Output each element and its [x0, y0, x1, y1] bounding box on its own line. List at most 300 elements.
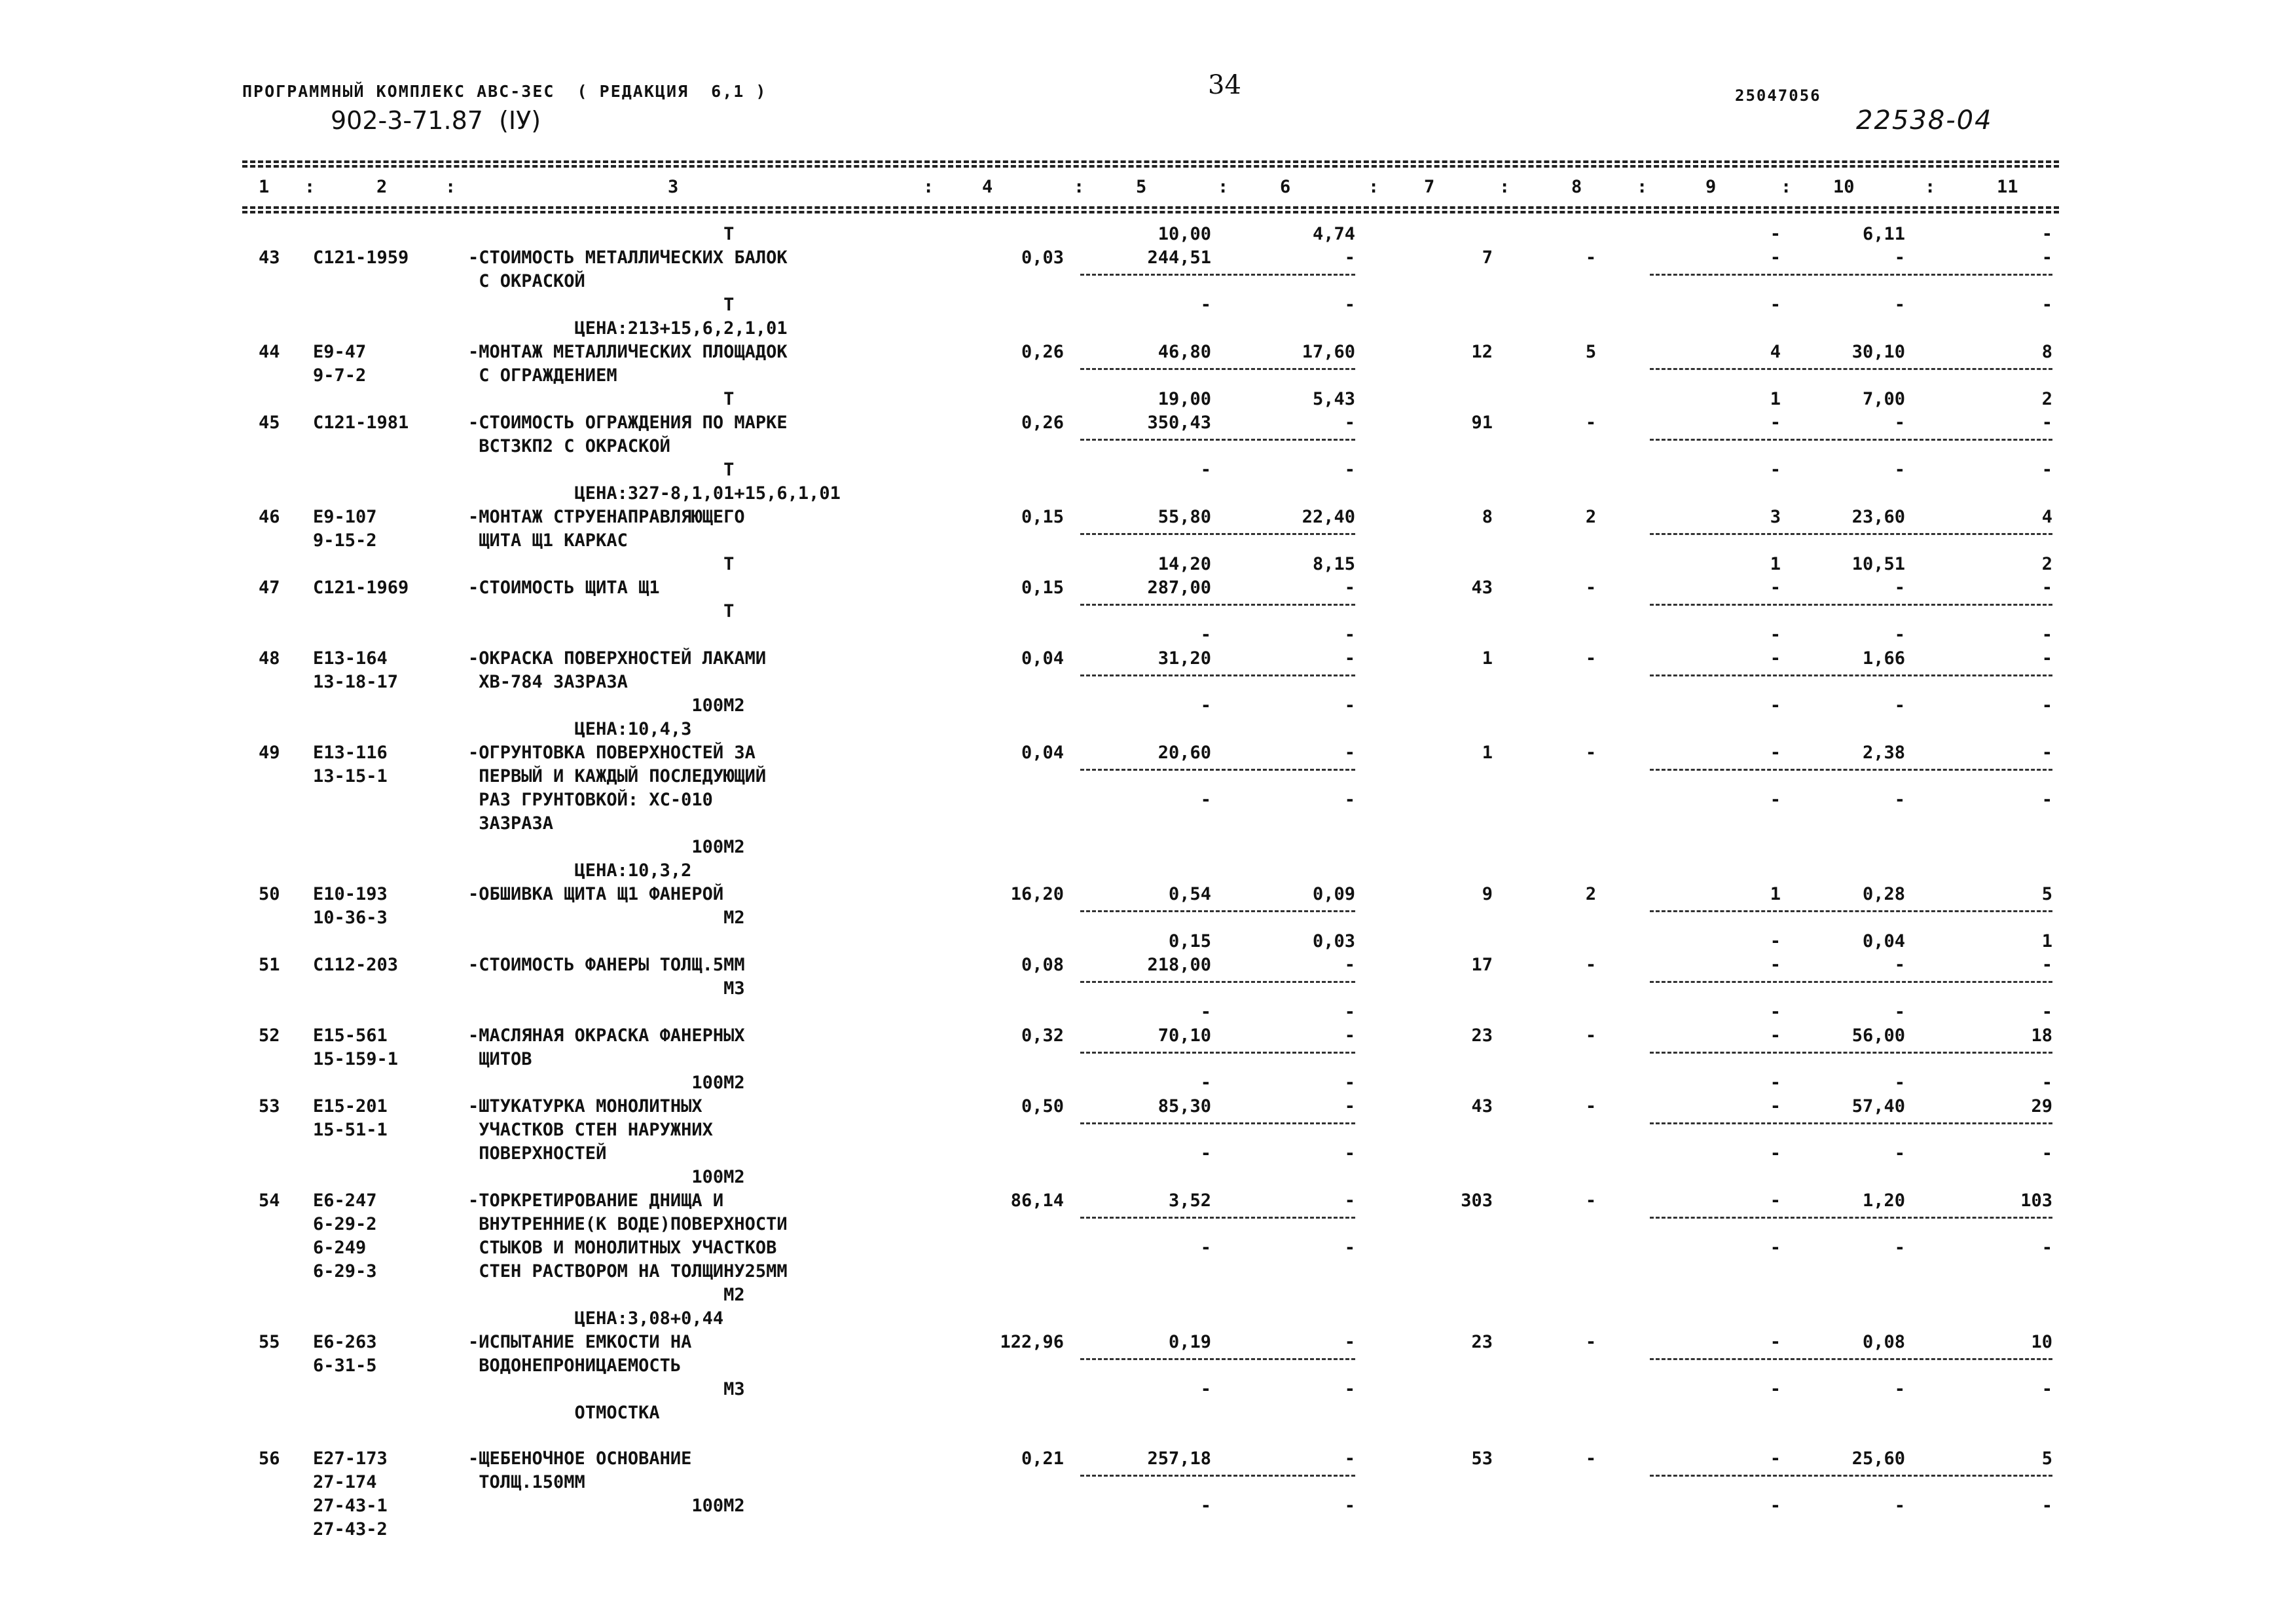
column-number-10: 10 — [1833, 177, 1855, 197]
cell-col-5: - — [1200, 695, 1211, 716]
cell-col-9: - — [1770, 1449, 1781, 1469]
cell-col-2: Е9-107 — [313, 507, 377, 527]
cell-col-3: М2 — [468, 908, 745, 928]
cell-col-5: 257,18 — [1147, 1449, 1211, 1469]
cell-col-3: -ИСПЫТАНИЕ ЕМКОСТИ НА — [468, 1332, 692, 1352]
cell-col-6: 0,03 — [1312, 931, 1355, 951]
cell-col-10: 30,10 — [1851, 342, 1905, 362]
cell-col-5: 70,10 — [1157, 1025, 1211, 1046]
row-divider — [1650, 1217, 2052, 1219]
cell-col-2: 27-174 — [313, 1472, 377, 1492]
cell-col-5: - — [1200, 625, 1211, 645]
cell-col-5: - — [1200, 1496, 1211, 1516]
cell-col-6: - — [1344, 1002, 1355, 1022]
cell-col-9: - — [1770, 1002, 1781, 1022]
cell-col-1: 52 — [259, 1025, 280, 1046]
cell-col-3: 100М2 — [468, 837, 745, 857]
cell-col-5: - — [1200, 1238, 1211, 1258]
column-number-4: 4 — [982, 177, 993, 197]
cell-col-2: 27-43-1 — [313, 1496, 388, 1516]
row-divider — [1080, 368, 1355, 370]
cell-col-6: - — [1344, 743, 1355, 763]
cell-col-5: 10,00 — [1157, 224, 1211, 244]
cell-col-10: - — [1894, 460, 1905, 480]
cell-col-5: 31,20 — [1157, 648, 1211, 669]
cell-col-5: - — [1200, 460, 1211, 480]
row-divider — [1080, 1358, 1355, 1360]
cell-col-11: - — [2041, 625, 2052, 645]
cell-col-7: 53 — [1471, 1449, 1493, 1469]
cell-col-3: РАЗ ГРУНТОВКОЙ: ХС-010 — [468, 790, 713, 810]
cell-col-9: 3 — [1770, 507, 1781, 527]
row-divider — [1650, 1475, 2052, 1477]
cell-col-2: Е6-247 — [313, 1190, 377, 1211]
cell-col-9: - — [1770, 1096, 1781, 1116]
cell-col-3: ПЕРВЫЙ И КАЖДЫЙ ПОСЛЕДУЮЩИЙ — [468, 766, 767, 786]
cell-col-3: ЩИТА Щ1 КАРКАС — [468, 530, 628, 551]
cell-col-3: -СТОИМОСТЬ ЩИТА Щ1 — [468, 578, 660, 598]
cell-col-3: -СТОИМОСТЬ ОГРАЖДЕНИЯ ПО МАРКЕ — [468, 413, 788, 433]
cell-col-6: - — [1344, 790, 1355, 810]
cell-col-3: Т — [468, 295, 735, 315]
cell-col-9: - — [1770, 1143, 1781, 1164]
cell-col-2: 15-159-1 — [313, 1049, 399, 1069]
cell-col-9: - — [1770, 1238, 1781, 1258]
cell-col-10: 6,11 — [1862, 224, 1905, 244]
cell-col-5: 350,43 — [1147, 413, 1211, 433]
row-divider — [1650, 274, 2052, 276]
cell-col-10: - — [1894, 1379, 1905, 1399]
cell-col-4: 86,14 — [1010, 1190, 1064, 1211]
cell-col-11: - — [2041, 1496, 2052, 1516]
cell-col-6: 4,74 — [1312, 224, 1355, 244]
cell-col-2: 6-29-2 — [313, 1214, 377, 1234]
cell-col-3: ВСТ3КП2 С ОКРАСКОЙ — [468, 436, 670, 456]
cell-col-3: СТЫКОВ И МОНОЛИТНЫХ УЧАСТКОВ — [468, 1238, 777, 1258]
cell-col-1: 54 — [259, 1190, 280, 1211]
cell-col-1: 48 — [259, 648, 280, 669]
cell-col-7: 17 — [1471, 955, 1493, 975]
cell-col-10: - — [1894, 625, 1905, 645]
column-number-8: 8 — [1571, 177, 1582, 197]
cell-col-3: ЦЕНА:3,08+0,44 — [468, 1308, 724, 1329]
row-divider — [1080, 604, 1355, 606]
cell-col-9: - — [1770, 648, 1781, 669]
row-divider — [1650, 981, 2052, 983]
cell-col-7: 23 — [1471, 1332, 1493, 1352]
row-divider — [1650, 769, 2052, 771]
cell-col-2: С121-1981 — [313, 413, 409, 433]
cell-col-9: - — [1770, 1073, 1781, 1093]
cell-col-9: - — [1770, 413, 1781, 433]
cell-col-6: 22,40 — [1302, 507, 1355, 527]
cell-col-9: - — [1770, 743, 1781, 763]
cell-col-8: - — [1585, 1190, 1597, 1211]
cell-col-5: 218,00 — [1147, 955, 1211, 975]
cell-col-4: 0,26 — [1021, 413, 1064, 433]
cell-col-11: - — [2041, 224, 2052, 244]
cell-col-3: УЧАСТКОВ СТЕН НАРУЖНИХ — [468, 1120, 713, 1140]
cell-col-5: - — [1200, 1002, 1211, 1022]
cell-col-6: 5,43 — [1312, 389, 1355, 409]
cell-col-3: -ТОРКРЕТИРОВАНИЕ ДНИЩА И — [468, 1190, 724, 1211]
cell-col-3: -СТОИМОСТЬ МЕТАЛЛИЧЕСКИХ БАЛОК — [468, 248, 788, 268]
column-separator: : — [1368, 177, 1379, 197]
cell-col-4: 0,21 — [1021, 1449, 1064, 1469]
cell-col-10: 57,40 — [1851, 1096, 1905, 1116]
row-divider — [1080, 1475, 1355, 1477]
cell-col-4: 0,32 — [1021, 1025, 1064, 1046]
cell-col-10: 7,00 — [1862, 389, 1905, 409]
cell-col-5: 244,51 — [1147, 248, 1211, 268]
cell-col-10: - — [1894, 413, 1905, 433]
cell-col-2: Е15-201 — [313, 1096, 388, 1116]
cell-col-4: 0,04 — [1021, 648, 1064, 669]
cell-col-6: - — [1344, 1073, 1355, 1093]
cell-col-5: - — [1200, 1143, 1211, 1164]
cell-col-3: ЗАЗРАЗА — [468, 813, 554, 834]
column-separator: : — [1074, 177, 1085, 197]
cell-col-10: - — [1894, 790, 1905, 810]
cell-col-4: 122,96 — [1000, 1332, 1064, 1352]
cell-col-3: С ОКРАСКОЙ — [468, 271, 585, 291]
cell-col-7: 9 — [1482, 884, 1493, 904]
page-number: 34 — [1208, 70, 1241, 100]
cell-col-1: 51 — [259, 955, 280, 975]
cell-col-1: 50 — [259, 884, 280, 904]
column-separator: : — [1637, 177, 1648, 197]
cell-col-6: - — [1344, 1238, 1355, 1258]
cell-col-5: 0,19 — [1168, 1332, 1211, 1352]
cell-col-3: 100М2 — [468, 695, 745, 716]
program-header: ПРОГРАММНЫЙ КОМПЛЕКС АВС-ЗЕС ( РЕДАКЦИЯ 6,1 ) — [242, 82, 767, 101]
cell-col-10: - — [1894, 1073, 1905, 1093]
cell-col-1: 45 — [259, 413, 280, 433]
cell-col-3: ПОВЕРХНОСТЕЙ — [468, 1143, 607, 1164]
cell-col-9: 4 — [1770, 342, 1781, 362]
cell-col-10: - — [1894, 295, 1905, 315]
column-separator: : — [445, 177, 456, 197]
cell-col-11: 8 — [2041, 342, 2052, 362]
cell-col-7: 1 — [1482, 648, 1493, 669]
cell-col-8: - — [1585, 1025, 1597, 1046]
cell-col-10: - — [1894, 955, 1905, 975]
row-divider — [1650, 439, 2052, 441]
cell-col-4: 0,08 — [1021, 955, 1064, 975]
cell-col-10: 25,60 — [1851, 1449, 1905, 1469]
row-divider — [1650, 910, 2052, 912]
cell-col-4: 0,50 — [1021, 1096, 1064, 1116]
cell-col-10: 0,28 — [1862, 884, 1905, 904]
cell-col-3: -СТОИМОСТЬ ФАНЕРЫ ТОЛЩ.5ММ — [468, 955, 745, 975]
cell-col-4: 0,26 — [1021, 342, 1064, 362]
cell-col-10: 2,38 — [1862, 743, 1905, 763]
row-divider — [1080, 1122, 1355, 1124]
row-divider — [1650, 1052, 2052, 1054]
cell-col-3: ЦЕНА:10,3,2 — [468, 860, 692, 881]
cell-col-8: - — [1585, 413, 1597, 433]
cell-col-6: - — [1344, 695, 1355, 716]
cell-col-10: 1,66 — [1862, 648, 1905, 669]
cell-col-11: - — [2041, 295, 2052, 315]
cell-col-2: 6-249 — [313, 1238, 367, 1258]
cell-col-4: 16,20 — [1010, 884, 1064, 904]
cell-col-3: Т — [468, 601, 735, 621]
cell-col-4: 0,15 — [1021, 507, 1064, 527]
cell-col-3: ВОДОНЕПРОНИЦАЕМОСТЬ — [468, 1356, 682, 1376]
cell-col-2: Е13-116 — [313, 743, 388, 763]
row-divider — [1080, 274, 1355, 276]
cell-col-11: - — [2041, 413, 2052, 433]
column-number-9: 9 — [1705, 177, 1717, 197]
cell-col-9: - — [1770, 295, 1781, 315]
cell-col-10: - — [1894, 695, 1905, 716]
cell-col-11: 10 — [2031, 1332, 2052, 1352]
cell-col-3: -МОНТАЖ МЕТАЛЛИЧЕСКИХ ПЛОЩАДОК — [468, 342, 788, 362]
cell-col-7: 12 — [1471, 342, 1493, 362]
cell-col-2: Е6-263 — [313, 1332, 377, 1352]
cell-col-2: 9-7-2 — [313, 365, 367, 386]
cell-col-8: - — [1585, 248, 1597, 268]
row-divider — [1650, 368, 2052, 370]
cell-col-3: -ОКРАСКА ПОВЕРХНОСТЕЙ ЛАКАМИ — [468, 648, 767, 669]
cell-col-9: - — [1770, 790, 1781, 810]
cell-col-9: - — [1770, 625, 1781, 645]
cell-col-9: - — [1770, 1025, 1781, 1046]
cell-col-3: Т — [468, 554, 735, 574]
cell-col-2: 9-15-2 — [313, 530, 377, 551]
cell-col-5: - — [1200, 790, 1211, 810]
cell-col-8: - — [1585, 1449, 1597, 1469]
cell-col-3: 100М2 — [468, 1496, 745, 1516]
cell-col-6: - — [1344, 1096, 1355, 1116]
cell-col-3: -ОБШИВКА ЩИТА Щ1 ФАНЕРОЙ — [468, 884, 724, 904]
header-bottom-border-2 — [242, 211, 2059, 213]
cell-col-8: 2 — [1585, 507, 1597, 527]
cell-col-3: СТЕН РАСТВОРОМ НА ТОЛЩИНУ25ММ — [468, 1261, 788, 1282]
cell-col-9: - — [1770, 248, 1781, 268]
cell-col-3: ЦЕНА:213+15,6,2,1,01 — [468, 318, 788, 339]
row-divider — [1080, 439, 1355, 441]
column-number-7: 7 — [1424, 177, 1435, 197]
column-separator: : — [304, 177, 316, 197]
cell-col-10: 10,51 — [1851, 554, 1905, 574]
cell-col-7: 8 — [1482, 507, 1493, 527]
cell-col-4: 0,15 — [1021, 578, 1064, 598]
cell-col-10: 0,08 — [1862, 1332, 1905, 1352]
cell-col-9: - — [1770, 931, 1781, 951]
cell-col-11: 5 — [2041, 1449, 2052, 1469]
cell-col-2: Е9-47 — [313, 342, 367, 362]
cell-col-6: - — [1344, 295, 1355, 315]
cell-col-3: -МАСЛЯНАЯ ОКРАСКА ФАНЕРНЫХ — [468, 1025, 745, 1046]
cell-col-5: 20,60 — [1157, 743, 1211, 763]
cell-col-2: 13-18-17 — [313, 672, 399, 692]
cell-col-11: 2 — [2041, 554, 2052, 574]
cell-col-11: - — [2041, 460, 2052, 480]
cell-col-2: С121-1969 — [313, 578, 409, 598]
row-divider — [1080, 910, 1355, 912]
cell-col-11: 18 — [2031, 1025, 2052, 1046]
cell-col-7: 91 — [1471, 413, 1493, 433]
cell-col-6: - — [1344, 1379, 1355, 1399]
cell-col-3: М3 — [468, 978, 745, 999]
cell-col-8: - — [1585, 743, 1597, 763]
column-separator: : — [1499, 177, 1510, 197]
cell-col-9: 1 — [1770, 884, 1781, 904]
column-separator: : — [1218, 177, 1229, 197]
cell-col-11: - — [2041, 648, 2052, 669]
cell-col-11: - — [2041, 790, 2052, 810]
cell-col-5: 14,20 — [1157, 554, 1211, 574]
cell-col-6: - — [1344, 1025, 1355, 1046]
row-divider — [1650, 1122, 2052, 1124]
cell-col-2: Е27-173 — [313, 1449, 388, 1469]
cell-col-9: - — [1770, 1379, 1781, 1399]
cell-col-9: - — [1770, 1190, 1781, 1211]
cell-col-11: - — [2041, 1143, 2052, 1164]
cell-col-7: 303 — [1461, 1190, 1493, 1211]
cell-col-5: 0,15 — [1168, 931, 1211, 951]
cell-col-3: С ОГРАЖДЕНИЕМ — [468, 365, 617, 386]
cell-col-3: М3 — [468, 1379, 745, 1399]
cell-col-1: 46 — [259, 507, 280, 527]
cell-col-9: - — [1770, 1332, 1781, 1352]
cell-col-7: 7 — [1482, 248, 1493, 268]
document-code: 25047056 — [1735, 86, 1821, 105]
cell-col-2: Е15-561 — [313, 1025, 388, 1046]
cell-col-5: 3,52 — [1168, 1190, 1211, 1211]
cell-col-11: 2 — [2041, 389, 2052, 409]
cell-col-3: ТОЛЩ.150ММ — [468, 1472, 585, 1492]
cell-col-3: ОТМОСТКА — [468, 1403, 660, 1423]
cell-col-2: 13-15-1 — [313, 766, 388, 786]
cell-col-11: 4 — [2041, 507, 2052, 527]
cell-col-1: 56 — [259, 1449, 280, 1469]
column-number-11: 11 — [1997, 177, 2018, 197]
cell-col-1: 55 — [259, 1332, 280, 1352]
cell-col-9: - — [1770, 460, 1781, 480]
cell-col-6: - — [1344, 1143, 1355, 1164]
cell-col-7: 43 — [1471, 1096, 1493, 1116]
cell-col-2: 15-51-1 — [313, 1120, 388, 1140]
cell-col-6: 8,15 — [1312, 554, 1355, 574]
table-top-border-2 — [242, 165, 2059, 168]
cell-col-6: - — [1344, 1496, 1355, 1516]
cell-col-3: ХВ-784 ЗАЗРАЗА — [468, 672, 628, 692]
cell-col-6: - — [1344, 648, 1355, 669]
row-divider — [1080, 981, 1355, 983]
cell-col-11: - — [2041, 1238, 2052, 1258]
project-code: 902-3-71.87 (IУ) — [331, 106, 541, 135]
row-divider — [1080, 533, 1355, 535]
cell-col-3: -ШТУКАТУРКА МОНОЛИТНЫХ — [468, 1096, 702, 1116]
cell-col-9: 1 — [1770, 554, 1781, 574]
cell-col-6: - — [1344, 578, 1355, 598]
cell-col-10: - — [1894, 1002, 1905, 1022]
cell-col-10: 0,04 — [1862, 931, 1905, 951]
cell-col-5: - — [1200, 1073, 1211, 1093]
cell-col-8: - — [1585, 955, 1597, 975]
cell-col-1: 47 — [259, 578, 280, 598]
cell-col-6: 0,09 — [1312, 884, 1355, 904]
column-number-3: 3 — [668, 177, 679, 197]
column-separator: : — [923, 177, 934, 197]
column-number-5: 5 — [1136, 177, 1147, 197]
cell-col-5: 0,54 — [1168, 884, 1211, 904]
cell-col-2: 27-43-2 — [313, 1519, 388, 1540]
cell-col-4: 0,04 — [1021, 743, 1064, 763]
row-divider — [1080, 1217, 1355, 1219]
cell-col-9: - — [1770, 695, 1781, 716]
cell-col-3: ВНУТРЕННИЕ(К ВОДЕ)ПОВЕРХНОСТИ — [468, 1214, 788, 1234]
cell-col-2: 6-31-5 — [313, 1356, 377, 1376]
cell-col-10: 1,20 — [1862, 1190, 1905, 1211]
cell-col-10: 23,60 — [1851, 507, 1905, 527]
column-separator: : — [1925, 177, 1936, 197]
cell-col-6: - — [1344, 1190, 1355, 1211]
cell-col-2: Е10-193 — [313, 884, 388, 904]
cell-col-1: 53 — [259, 1096, 280, 1116]
cell-col-3: Т — [468, 389, 735, 409]
cell-col-4: 0,03 — [1021, 248, 1064, 268]
cell-col-5: 85,30 — [1157, 1096, 1211, 1116]
row-divider — [1650, 1358, 2052, 1360]
cell-col-6: 17,60 — [1302, 342, 1355, 362]
row-divider — [1650, 604, 2052, 606]
cell-col-1: 44 — [259, 342, 280, 362]
cell-col-8: - — [1585, 648, 1597, 669]
cell-col-3: -МОНТАЖ СТРУЕНАПРАВЛЯЮЩЕГО — [468, 507, 745, 527]
cell-col-11: - — [2041, 955, 2052, 975]
cell-col-3: Т — [468, 460, 735, 480]
row-divider — [1650, 674, 2052, 676]
cell-col-7: 43 — [1471, 578, 1493, 598]
cell-col-6: - — [1344, 625, 1355, 645]
cell-col-9: - — [1770, 578, 1781, 598]
cell-col-3: 100М2 — [468, 1073, 745, 1093]
cell-col-6: - — [1344, 1449, 1355, 1469]
header-bottom-border — [242, 206, 2059, 209]
cell-col-5: - — [1200, 1379, 1211, 1399]
cell-col-11: - — [2041, 1002, 2052, 1022]
cell-col-3: ЦЕНА:10,4,3 — [468, 719, 692, 739]
cell-col-6: - — [1344, 1332, 1355, 1352]
cell-col-11: - — [2041, 248, 2052, 268]
row-divider — [1080, 1052, 1355, 1054]
cell-col-2: С112-203 — [313, 955, 399, 975]
cell-col-11: 103 — [2020, 1190, 2052, 1211]
cell-col-11: - — [2041, 1073, 2052, 1093]
cell-col-10: - — [1894, 248, 1905, 268]
cell-col-8: - — [1585, 578, 1597, 598]
cell-col-9: 1 — [1770, 389, 1781, 409]
cell-col-8: 2 — [1585, 884, 1597, 904]
cell-col-11: - — [2041, 578, 2052, 598]
cell-col-11: - — [2041, 743, 2052, 763]
cell-col-11: - — [2041, 695, 2052, 716]
cell-col-11: 29 — [2031, 1096, 2052, 1116]
cell-col-10: - — [1894, 1143, 1905, 1164]
cell-col-7: 23 — [1471, 1025, 1493, 1046]
column-number-2: 2 — [376, 177, 388, 197]
cell-col-6: - — [1344, 955, 1355, 975]
cell-col-3: -ОГРУНТОВКА ПОВЕРХНОСТЕЙ ЗА — [468, 743, 756, 763]
cell-col-9: - — [1770, 1496, 1781, 1516]
row-divider — [1650, 533, 2052, 535]
column-number-1: 1 — [259, 177, 270, 197]
cell-col-3: Т — [468, 224, 735, 244]
